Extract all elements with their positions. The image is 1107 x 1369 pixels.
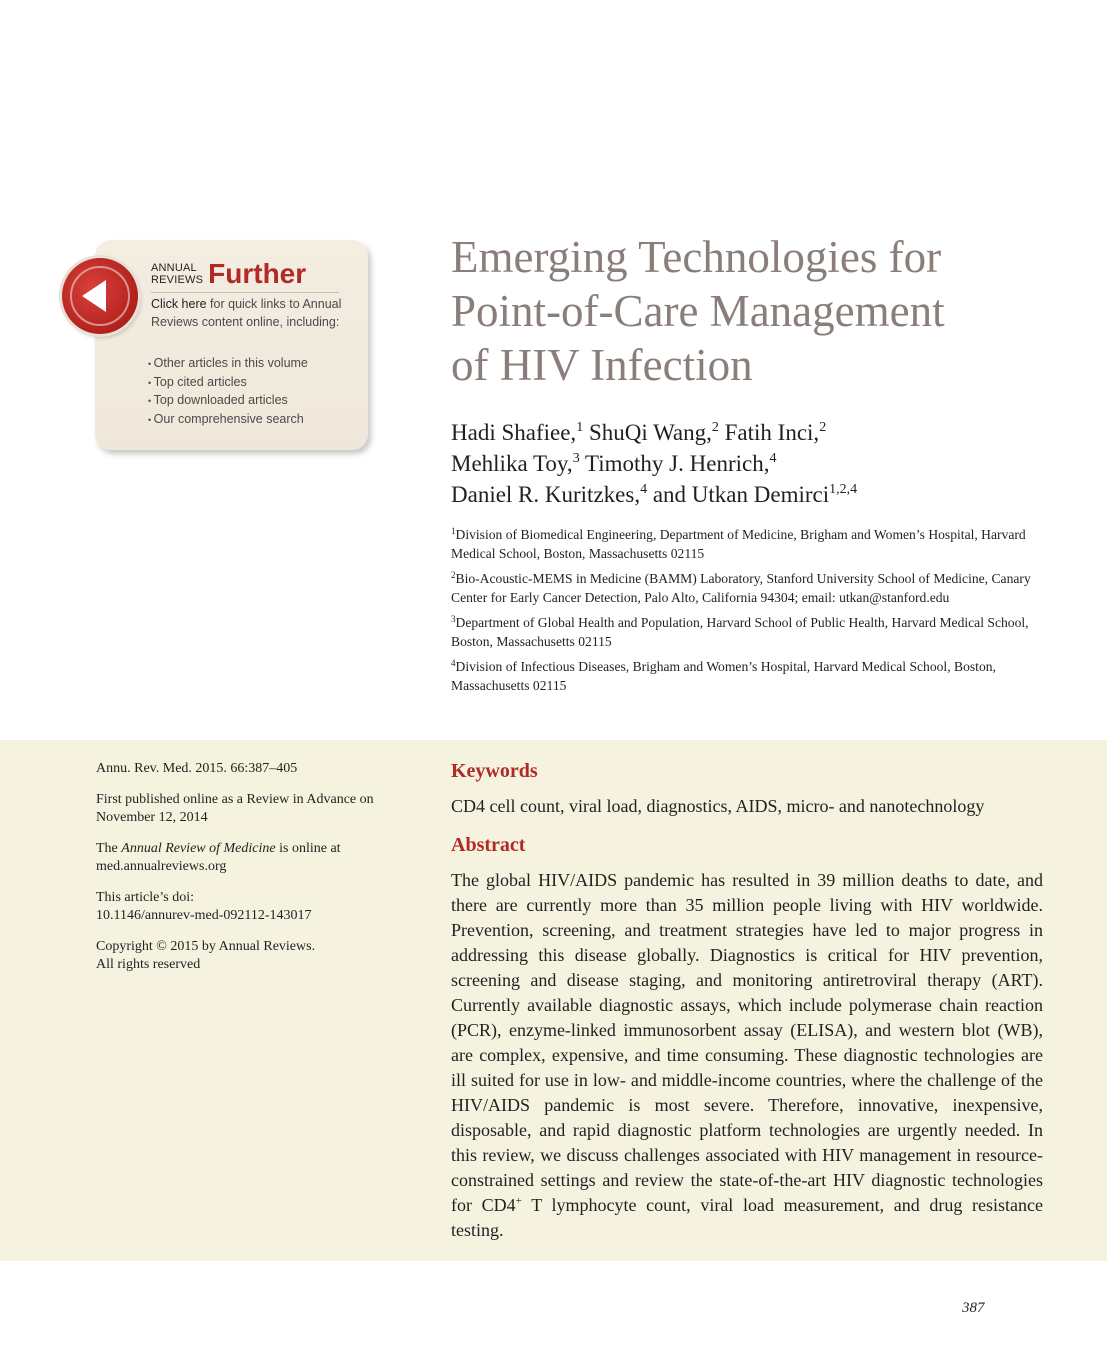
further-intro-text: for quick links to Annual Reviews content online, including:: [151, 297, 342, 329]
author-name: Fatih Inci,: [718, 420, 820, 445]
affiliation-number: 3: [451, 614, 456, 624]
author-name: and Utkan Demirci: [647, 482, 830, 507]
author-line: [451, 479, 1071, 510]
author-name: Hadi Shafiee,: [451, 420, 577, 445]
title-line: Point-of-Care Management: [451, 286, 945, 336]
affiliation: [451, 657, 1051, 695]
further-arrow-icon[interactable]: [62, 258, 138, 334]
affiliation-text: Division of Biomedical Engineering, Department of Medicine, Brigham and Women’s Hospital, Harvard Medical School, Boston, Massachusetts 02115: [451, 527, 1026, 561]
article-title: [451, 230, 1071, 392]
doi-block: [96, 889, 416, 926]
further-title: Further: [208, 258, 307, 289]
affiliation-number: 4: [451, 658, 456, 668]
affiliation: [451, 613, 1051, 651]
author-name: ShuQi Wang,: [583, 420, 712, 445]
online-pre: The: [96, 840, 122, 856]
click-here-link[interactable]: Click here: [151, 297, 207, 311]
rights: All rights reserved: [96, 957, 201, 972]
affiliation-number: 1: [451, 526, 456, 536]
doi-value[interactable]: 10.1146/annurev-med-092112-143017: [96, 908, 312, 923]
annual-reviews-logo: [151, 262, 203, 288]
logo-reviews: REVIEWS: [151, 274, 204, 286]
online-post: is online at med.annualreviews.org: [96, 840, 341, 874]
further-divider: [151, 292, 339, 293]
author-affil-sup: 3: [572, 451, 580, 466]
author-line: [451, 417, 1071, 448]
affiliation-number: 2: [451, 570, 456, 580]
affiliation-text: Division of Infectious Diseases, Brigham and Women’s Hospital, Harvard Medical School, Boston, Massachusetts 02115: [451, 659, 996, 693]
journal-name: Annual Review of Medicine: [121, 840, 276, 856]
author-name: Daniel R. Kuritzkes,: [451, 482, 641, 507]
author-line: [451, 448, 1071, 479]
author-affil-sup: 2: [711, 420, 719, 435]
further-links: [148, 355, 308, 429]
affiliation: [451, 525, 1051, 563]
author-name: Timothy J. Henrich,: [579, 451, 770, 476]
keywords-heading: Keywords: [451, 760, 538, 782]
further-link-item[interactable]: • Our comprehensive search: [148, 411, 308, 430]
further-link-item[interactable]: • Other articles in this volume: [148, 355, 308, 374]
affiliations: [451, 525, 1051, 701]
affiliation-text: Department of Global Health and Population, Harvard School of Public Health, Harvard Medical School, Boston, Massachusetts 02115: [451, 615, 1029, 649]
abstract-body: The global HIV/AIDS pandemic has resulted in 39 million deaths to date, and there are currently more than 35 million people living with HIV worldwide. Prevention, screening, and treatment strategies have led to major progress in addressing this disease globally. Diagnostics is critical for HIV prevention, screening and disease staging, and monitoring antiretroviral therapy (ART). Currently available diagnostic assays, which include polymerase chain reaction (PCR), enzyme-linked immunosorbent assay (ELISA), and western blot (WB), are complex, expensive, and time consuming. These diagnostic technologies are ill suited for use in low- and middle-income countries, where the challenge of the HIV/AIDS pandemic is most severe. Therefore, innovative, inexpensive, disposable, and rapid diagnostic platform technologies are urgently needed. In this review, we discuss challenges associated with HIV management in resource-constrained settings and review the state-of-the-art HIV diagnostic technologies for CD4: [451, 870, 1043, 1215]
first-published: First published online as a Review in Advance on November 12, 2014: [96, 791, 374, 825]
author-name: Mehlika Toy,: [451, 451, 573, 476]
title-line: Emerging Technologies for: [451, 232, 942, 282]
author-affil-sup: 2: [819, 420, 827, 435]
citation: Annu. Rev. Med. 2015. 66:387–405: [96, 761, 298, 776]
further-intro: [151, 296, 351, 331]
article-meta: [96, 760, 416, 987]
affiliation-text: Bio-Acoustic-MEMS in Medicine (BAMM) Laboratory, Stanford University School of Medicine, Canary Center for Early Cancer Detection, Palo Alto, California 94304; email: utkan@stanford.edu: [451, 571, 1031, 605]
abstract-heading: Abstract: [451, 834, 526, 856]
author-affil-sup: 1: [576, 420, 584, 435]
further-link-item[interactable]: • Top downloaded articles: [148, 392, 308, 411]
title-line: of HIV Infection: [451, 340, 753, 390]
further-header: [151, 260, 306, 288]
keywords-text: CD4 cell count, viral load, diagnostics, AIDS, micro- and nanotechnology: [451, 796, 985, 816]
online-note: [96, 840, 416, 877]
author-affil-sup: 4: [640, 482, 648, 497]
doi-label: This article’s doi:: [96, 889, 194, 905]
author-affil-sup: 1,2,4: [829, 482, 858, 497]
copyright: Copyright © 2015 by Annual Reviews.: [96, 938, 316, 954]
abstract-sup: +: [515, 1195, 522, 1207]
affiliation: [451, 569, 1051, 607]
author-list: [451, 417, 1071, 510]
copyright-block: [96, 938, 416, 975]
logo-annual: ANNUAL: [151, 262, 197, 274]
abstract-text: [451, 868, 1043, 1243]
further-link-item[interactable]: • Top cited articles: [148, 374, 308, 393]
page-number: 387: [962, 1300, 985, 1316]
abstract-body-end: T lymphocyte count, viral load measurement, and drug resistance testing.: [451, 1195, 1043, 1240]
author-affil-sup: 4: [769, 451, 777, 466]
